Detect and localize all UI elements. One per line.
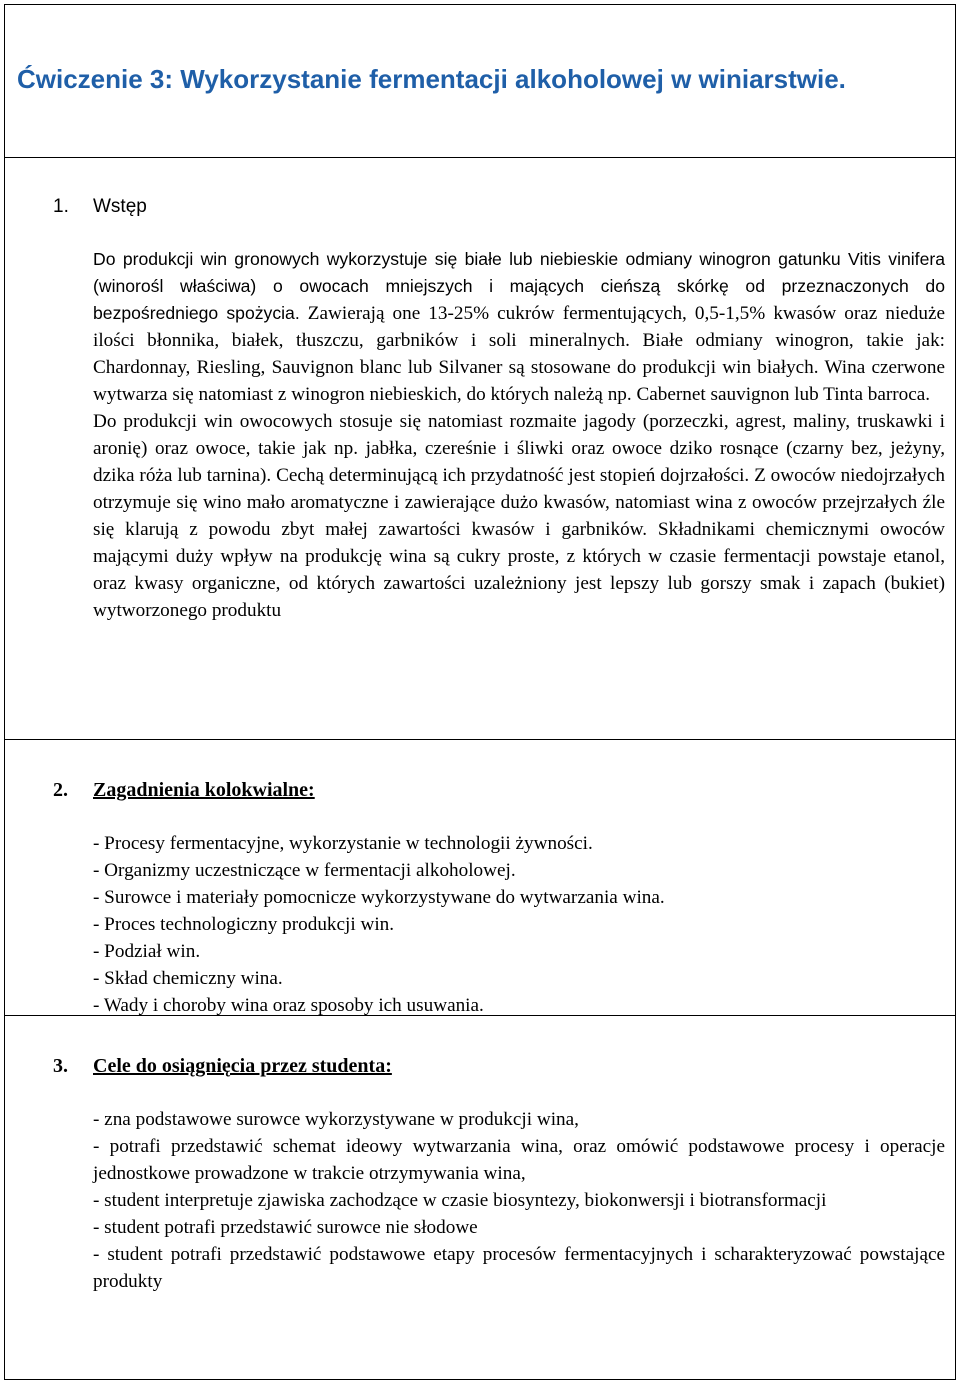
section-3-title: Cele do osiągnięcia przez studenta: (93, 1055, 392, 1077)
section-3-number: 3. (53, 1055, 68, 1077)
list-item: - Skład chemiczny wina. (93, 968, 283, 989)
list-item: - Wady i choroby wina oraz sposoby ich usuwania. (93, 995, 484, 1016)
section-1-title: Wstęp (93, 196, 147, 217)
list-item: - Podział win. (93, 941, 201, 962)
list-item: - Proces technologiczny produkcji win. (93, 914, 395, 935)
section-1-body (93, 246, 945, 624)
section-1-heading (53, 192, 955, 222)
intro-paragraph-1-part-b: Zawierają one 13-25% cukrów fermentujących, 0,5-1,5% kwasów oraz nieduże ilości błonnika, białek, tłuszczu, garbników i soli mineralnych. Białe odmiany winogron, takie jak: Chardonnay, Riesling, Sauvignon blanc lub Silvaner są stosowane do produkcji win białych. Wina czerwone wytwarza się natomiast z winogron niebieskich, do których należą np. Cabernet sauvignon lub Tinta barroca. (93, 303, 946, 405)
section-exam-topics (5, 740, 955, 1016)
list-item: - student interpretuje zjawiska zachodzące w czasie biosyntezy, biokonwersji i biotransformacji (93, 1190, 827, 1211)
section-2-list (93, 830, 945, 1019)
title-box (5, 5, 955, 158)
section-2-heading (53, 775, 955, 805)
list-item: - potrafi przedstawić schemat ideowy wytwarzania wina, oraz omówić podstawowe procesy i operacje jednostkowe prowadzone w trakcie otrzymywania wina, (93, 1136, 945, 1184)
list-item: - Surowce i materiały pomocnicze wykorzystywane do wytwarzania wina. (93, 887, 665, 908)
section-3-list (93, 1106, 945, 1295)
list-item: - zna podstawowe surowce wykorzystywane w produkcji wina, (93, 1109, 579, 1130)
list-item: - student potrafi przedstawić podstawowe etapy procesów fermentacyjnych i scharakteryzować powstające produkty (93, 1244, 945, 1292)
intro-paragraph-1 (93, 246, 945, 408)
list-item: - Organizmy uczestniczące w fermentacji alkoholowej. (93, 860, 516, 881)
section-1-number: 1. (53, 196, 69, 217)
section-2-number: 2. (53, 779, 68, 801)
intro-paragraph-2: Do produkcji win owocowych stosuje się natomiast rozmaite jagody (porzeczki, agrest, maliny, truskawki i aronię) oraz owoce, takie jak np. jabłka, czereśnie i śliwki oraz owoce dziko rosnące (czarny bez, jeżyny, dzika róża lub tarnina). Cechą determinującą ich przydatność jest stopień dojrzałości. Z owoców niedojrzałych otrzymuje się wino mało aromatyczne i zawierające dużo kwasów, natomiast wina z owoców przejrzałych źle się klarują z powodu zbyt małej zawartości kwasów i garbników. Składnikami chemicznymi owoców mającymi duży wpływ na produkcję wina są cukry proste, z których w czasie fermentacji powstaje etanol, oraz kwasy organiczne, od których zawartości uzależniony jest lepszy lub gorszy smak i zapach (bukiet) wytworzonego produktu (93, 411, 945, 621)
section-2-title: Zagadnienia kolokwialne: (93, 779, 315, 801)
intro-paragraph-1-part-a: Do produkcji win gronowych wykorzystuje się białe lub niebieskie odmiany winogron gatunku Vitis vinifera (winorośl właściwa) o owocach mniejszych i mających cieńszą skórkę od przeznaczonych do bezpośredniego spożycia. (93, 249, 945, 323)
section-3-heading (53, 1051, 955, 1081)
list-item: - Procesy fermentacyjne, wykorzystanie w technologii żywności. (93, 833, 593, 854)
document-page (4, 4, 956, 1380)
list-item: - student potrafi przedstawić surowce nie słodowe (93, 1217, 478, 1238)
section-introduction (5, 158, 955, 740)
document-title: Ćwiczenie 3: Wykorzystanie fermentacji alkoholowej w winiarstwie. (17, 64, 846, 94)
section-student-goals (5, 1016, 955, 1295)
